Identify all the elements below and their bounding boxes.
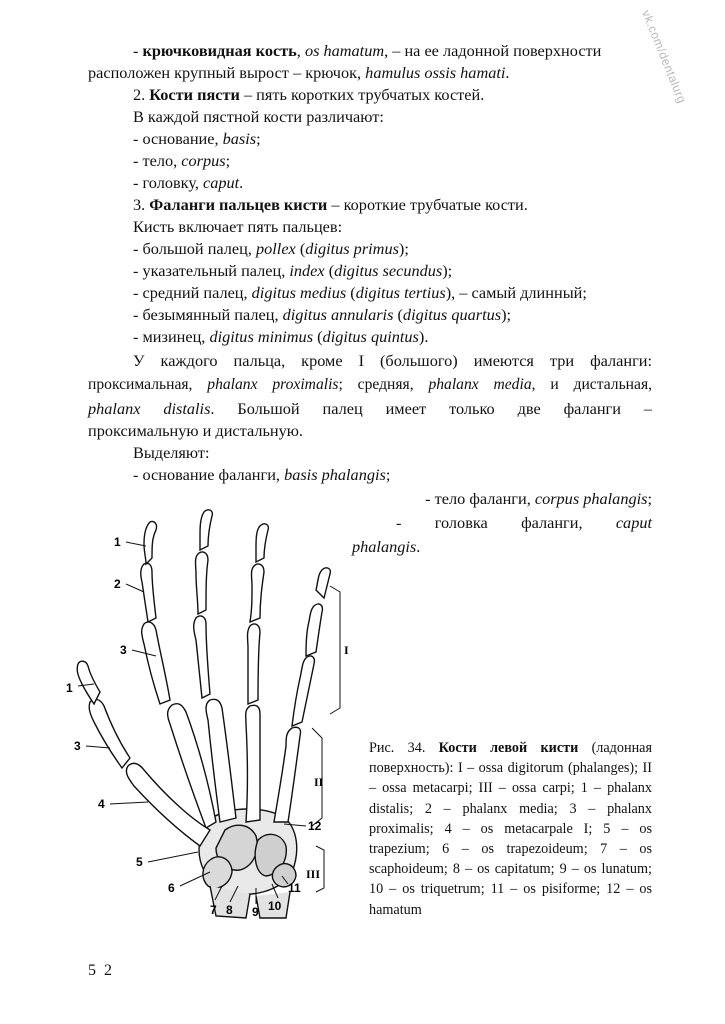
figure-label-group-I: I [344, 643, 349, 657]
text-line-19: Выделяют: [133, 443, 210, 462]
text-line-1: - крючковидная кость, os hamatum, – на ее ладонной поверхности [133, 41, 602, 60]
caption-title: Кости левой кисти [438, 740, 579, 756]
figure-label-7: 7 [210, 903, 217, 917]
caption-fig-number: Рис. 34. [369, 740, 439, 756]
figure-label-group-III: III [306, 867, 321, 881]
section-heading-metacarpus: 2. Кости пясти – пять коротких трубчатых костей. [133, 85, 485, 104]
figure-label-group-II: II [314, 775, 324, 789]
text-line-16: проксимальная, phalanx proximalis; средняя, phalanx media, и дистальная, [88, 376, 653, 393]
figure-label-8: 8 [226, 903, 233, 917]
hand-skeleton-drawing [77, 510, 330, 918]
figure-label-10: 10 [268, 899, 282, 913]
figure-label-1-thumb: 1 [66, 681, 73, 695]
figure-label-1: 1 [114, 535, 121, 549]
figure-label-3: 3 [120, 643, 127, 657]
figure-caption [369, 738, 652, 920]
page-number: 5 2 [88, 962, 114, 979]
text-line-17: phalanx distalis. Большой палец имеет только две фаланги – [88, 399, 652, 418]
text-line-15: У каждого пальца, кроме I (большого) имеются три фаланги: [133, 351, 652, 370]
figure-label-5: 5 [136, 855, 143, 869]
list-item: - тело, corpus; [133, 151, 231, 170]
list-item: - тело фаланги, corpus phalangis; [425, 489, 652, 508]
section-heading-phalanges: 3. Фаланги пальцев кисти – короткие трубчатые кости. [133, 195, 528, 214]
list-item: - головка фаланги, caput [396, 513, 652, 532]
list-item: - большой палец, pollex (digitus primus); [133, 239, 409, 258]
text-line-9: Кисть включает пять пальцев: [133, 217, 343, 236]
list-item: - безымянный палец, digitus annularis (digitus quartus); [133, 305, 512, 324]
figure-label-12: 12 [308, 819, 322, 833]
caption-body: I – ossa digitorum (phalanges); II – ossa metacarpi; III – ossa carpi; 1 – phalanx distalis; 2 – phalanx media; 3 – phalanx proximalis; 4 – os metacarpale I; 5 – os trapezium; 6 – os trapezoideum; 7 – os scaphoideum; 8 – os capitatum; 9 – os lunatum; 10 – os triquetrum; 11 – os pisiforme; 12 – os hamatum [369, 760, 653, 918]
hand-bones-figure [60, 500, 350, 920]
list-item: - основание фаланги, basis phalangis; [133, 465, 391, 484]
list-item: - головку, caput. [133, 173, 244, 192]
text-line-2: расположен крупный вырост – крючок, hamulus ossis hamati. [88, 63, 510, 82]
figure-label-11: 11 [288, 881, 301, 895]
figure-label-6: 6 [168, 881, 175, 895]
watermark: vk.com/dentalurg [639, 8, 690, 106]
text-line-18: проксимальную и дистальную. [88, 421, 303, 440]
figure-label-3-thumb: 3 [74, 739, 81, 753]
list-item: - указательный палец, index (digitus secundus); [133, 261, 453, 280]
list-item: - средний палец, digitus medius (digitus tertius), – самый длинный; [133, 283, 587, 302]
text-line-4: В каждой пястной кости различают: [133, 107, 384, 126]
text-line-23: phalangis. [352, 537, 421, 556]
list-item: - основание, basis; [133, 129, 261, 148]
figure-label-4: 4 [98, 797, 105, 811]
figure-label-2: 2 [114, 577, 121, 591]
list-item: - мизинец, digitus minimus (digitus quintus). [133, 327, 429, 346]
figure-label-9: 9 [252, 905, 259, 919]
caption-subtitle: (ладонная поверхность): [369, 740, 653, 777]
